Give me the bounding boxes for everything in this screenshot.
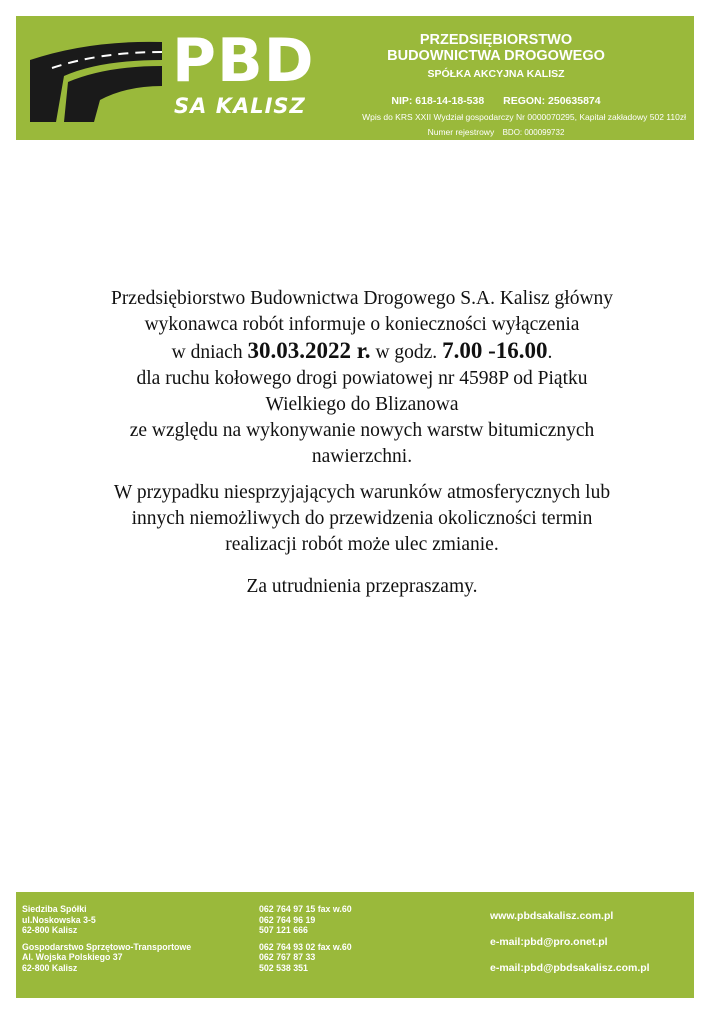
- depot-city: 62-800 Kalisz: [22, 962, 78, 973]
- depot-title: Gospodarstwo Sprzętowo-Transportowe: [22, 941, 192, 952]
- notice-line: Wielkiego do Blizanowa: [265, 394, 459, 415]
- notice-date-line: [60, 338, 664, 366]
- notice-line: realizacji robót może ulec zmianie.: [225, 534, 499, 555]
- email-link[interactable]: e-mail:pbd@pro.onet.pl: [490, 936, 608, 948]
- notice-text: .: [547, 342, 553, 363]
- depot-phone: 062 767 87 33: [259, 952, 316, 962]
- company-name-line3: SPÓŁKA AKCYJNA KALISZ: [427, 68, 565, 80]
- notice-line: dla ruchu kołowego drogi powiatowej nr 4598P od Piątku: [136, 368, 588, 389]
- hq-phone: 062 764 97 15 fax w.60: [259, 904, 352, 914]
- company-info: [306, 32, 686, 139]
- logo-text: PBD: [172, 26, 315, 96]
- company-name-line2: BUDOWNICTWA DROGOWEGO: [387, 48, 605, 64]
- closure-hours: 7.00 -16.00: [442, 338, 548, 363]
- website-link[interactable]: www.pbdsakalisz.com.pl: [490, 910, 614, 922]
- krs-info: Wpis do KRS XXII Wydział gospodarczy Nr 0000070295, Kapitał zakładowy 502 110zł: [362, 112, 686, 122]
- depot-phone: 502 538 351: [259, 962, 308, 973]
- notice-line: wykonawca robót informuje o konieczności wyłączenia: [144, 314, 580, 335]
- notice-paragraph-2: [60, 480, 664, 558]
- hq-city: 62-800 Kalisz: [22, 925, 78, 935]
- footer-phones: [259, 904, 439, 973]
- letterhead: [16, 16, 694, 140]
- depot-street: Al. Wojska Polskiego 37: [22, 952, 123, 962]
- hq-phone: 062 764 96 19: [259, 914, 316, 925]
- closure-date: 30.03.2022 r.: [247, 338, 371, 363]
- bdo-number: BDO: 000099732: [502, 128, 565, 137]
- notice-text: w godz.: [370, 342, 443, 363]
- logo-subtext: SA KALISZ: [174, 94, 306, 118]
- apology: Za utrudnienia przepraszamy.: [246, 576, 478, 597]
- email-link[interactable]: e-mail:pbd@pbdsakalisz.com.pl: [490, 962, 650, 974]
- footer-addresses: [22, 904, 252, 973]
- nip: NIP: 618-14-18-538: [391, 95, 485, 107]
- notice-body: [60, 286, 664, 600]
- notice-line: W przypadku niesprzyjających warunków atmosferycznych lub: [113, 482, 611, 503]
- notice-line: ze względu na wykonywanie nowych warstw bitumicznych: [129, 420, 595, 441]
- road-logo-icon: [30, 30, 162, 122]
- company-ids: [306, 94, 686, 108]
- footer: [16, 892, 694, 998]
- regon: REGON: 250635874: [503, 95, 601, 107]
- notice-text: w dniach: [171, 342, 248, 363]
- notice-line: innych niemożliwych do przewidzenia okoliczności termin: [131, 508, 593, 529]
- company-name-line1: PRZEDSIĘBIORSTWO: [419, 32, 573, 48]
- depot-phone: 062 764 93 02 fax w.60: [259, 941, 352, 952]
- register-number: [306, 126, 686, 139]
- footer-contact: [490, 910, 690, 988]
- notice-line: Przedsiębiorstwo Budownictwa Drogowego S.A. Kalisz główny: [110, 288, 614, 309]
- hq-phone: 507 121 666: [259, 925, 308, 935]
- hq-title: Siedziba Spółki: [22, 904, 87, 914]
- notice-paragraph-1: [60, 286, 664, 470]
- notice-line: nawierzchni.: [311, 446, 413, 467]
- register-label: Numer rejestrowy: [427, 127, 495, 137]
- hq-street: ul.Noskowska 3-5: [22, 914, 96, 925]
